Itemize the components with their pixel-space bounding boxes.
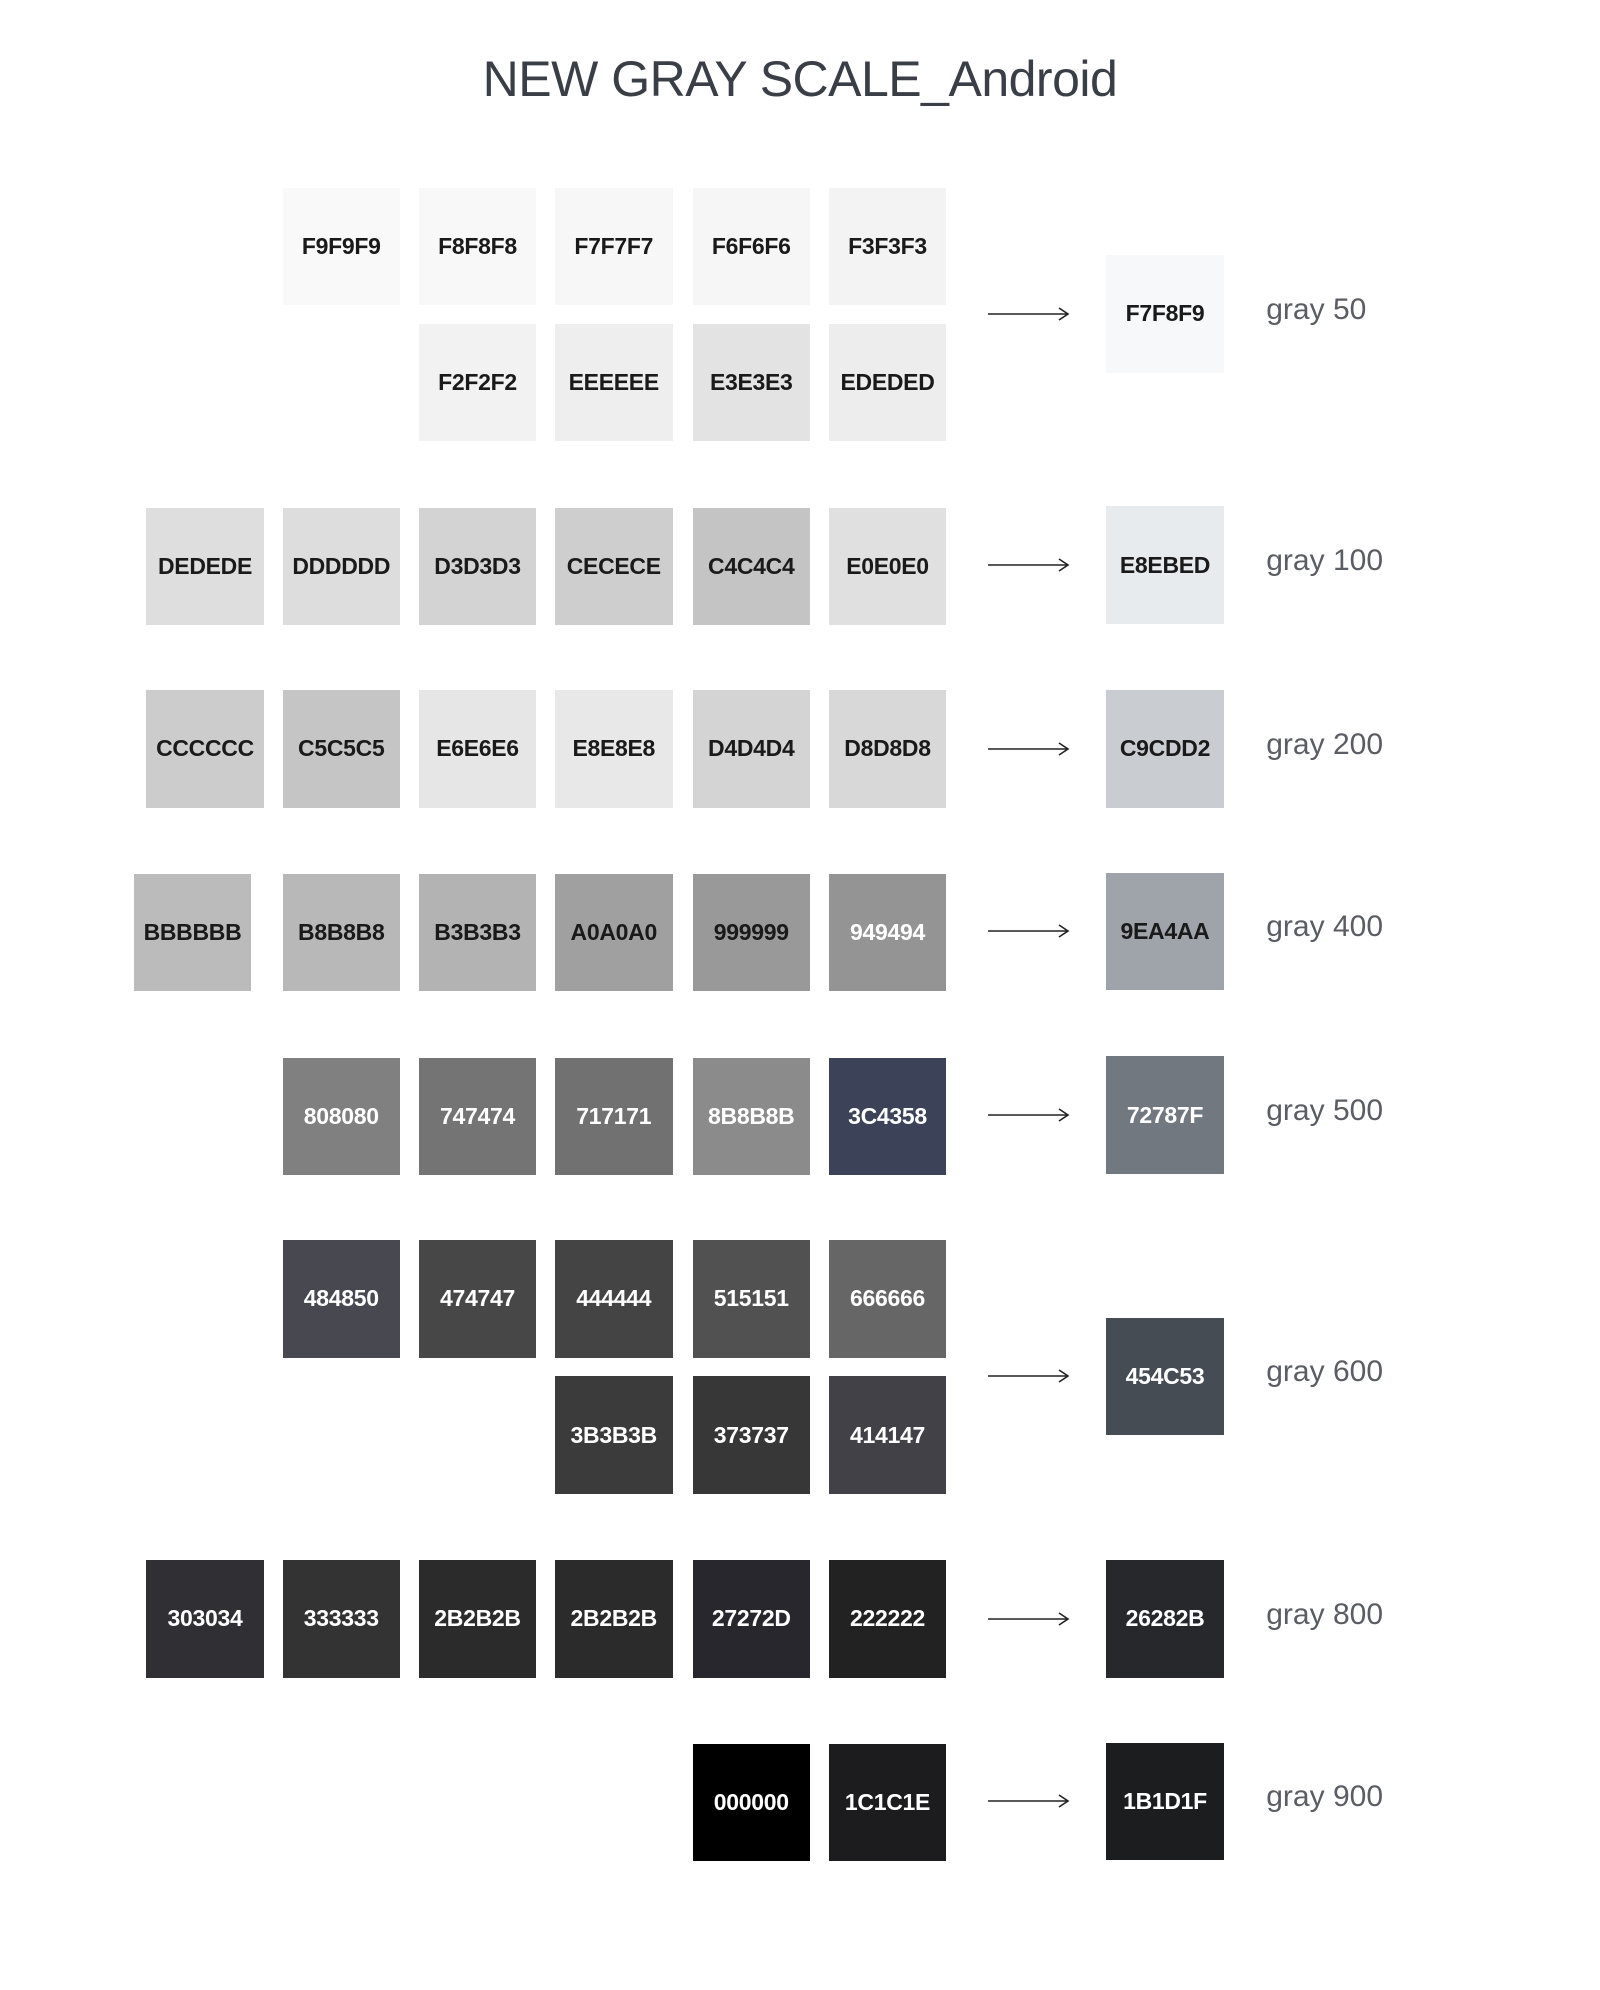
color-swatch: 333333 <box>283 1560 401 1678</box>
color-swatch: E6E6E6 <box>419 690 537 808</box>
color-swatch: 2B2B2B <box>419 1560 537 1678</box>
color-swatch: EDEDED <box>829 324 947 442</box>
color-swatch: EEEEEE <box>555 324 673 442</box>
result-swatch: 26282B <box>1106 1560 1224 1678</box>
result-swatch: 1B1D1F <box>1106 1743 1224 1861</box>
color-swatch: 000000 <box>693 1744 811 1862</box>
color-swatch: CCCCCC <box>146 690 264 808</box>
color-swatch: 303034 <box>146 1560 264 1678</box>
color-swatch: 999999 <box>693 874 811 992</box>
result-swatch: F7F8F9 <box>1106 255 1224 373</box>
result-swatch: E8EBED <box>1106 506 1224 624</box>
color-swatch: 717171 <box>555 1058 673 1176</box>
color-swatch: 2B2B2B <box>555 1560 673 1678</box>
color-swatch: B8B8B8 <box>283 874 401 992</box>
color-swatch: 3C4358 <box>829 1058 947 1176</box>
arrow-right-icon <box>988 306 1070 322</box>
color-swatch: 515151 <box>693 1240 811 1358</box>
color-swatch: F6F6F6 <box>693 188 811 306</box>
arrow-right-icon <box>988 1611 1070 1627</box>
color-swatch: E3E3E3 <box>693 324 811 442</box>
gray-level-label: gray 900 <box>1266 1780 1383 1814</box>
result-swatch: C9CDD2 <box>1106 690 1224 808</box>
gray-level-label: gray 400 <box>1266 910 1383 944</box>
color-swatch: F8F8F8 <box>419 188 537 306</box>
arrow-right-icon <box>988 1368 1070 1384</box>
color-swatch: D3D3D3 <box>419 508 537 626</box>
color-swatch: D8D8D8 <box>829 690 947 808</box>
gray-level-label: gray 100 <box>1266 544 1383 577</box>
color-swatch: E0E0E0 <box>829 508 947 626</box>
arrow-right-icon <box>988 1793 1070 1809</box>
color-swatch: 747474 <box>419 1058 537 1176</box>
gray-level-label: gray 50 <box>1266 292 1367 326</box>
color-swatch: CECECE <box>555 508 673 626</box>
color-swatch: DDDDDD <box>283 508 401 626</box>
color-swatch: 949494 <box>829 874 947 992</box>
color-swatch: 474747 <box>419 1240 537 1358</box>
color-swatch: E8E8E8 <box>555 690 673 808</box>
arrow-right-icon <box>988 741 1070 757</box>
color-swatch: F3F3F3 <box>829 188 947 306</box>
result-swatch: 454C53 <box>1106 1318 1224 1436</box>
color-swatch: F7F7F7 <box>555 188 673 306</box>
gray-level-label: gray 500 <box>1266 1094 1383 1127</box>
color-swatch: 373737 <box>693 1376 811 1494</box>
color-swatch: D4D4D4 <box>693 690 811 808</box>
color-swatch: B3B3B3 <box>419 874 537 992</box>
color-swatch: 666666 <box>829 1240 947 1358</box>
color-swatch: F9F9F9 <box>283 188 401 306</box>
page-title: NEW GRAY SCALE_Android <box>482 51 1118 107</box>
gray-level-label: gray 200 <box>1266 727 1383 761</box>
color-swatch: 27272D <box>693 1560 811 1678</box>
color-swatch: F2F2F2 <box>419 324 537 442</box>
arrow-right-icon <box>988 1107 1070 1123</box>
color-swatch: BBBBBB <box>134 874 252 992</box>
color-swatch: 444444 <box>555 1240 673 1358</box>
color-swatch: 484850 <box>283 1240 401 1358</box>
color-swatch: 808080 <box>283 1058 401 1176</box>
color-swatch: 8B8B8B <box>693 1058 811 1176</box>
color-swatch: DEDEDE <box>146 508 264 626</box>
result-swatch: 9EA4AA <box>1106 873 1224 991</box>
color-swatch: 3B3B3B <box>555 1376 673 1494</box>
arrow-right-icon <box>988 923 1070 939</box>
gray-level-label: gray 800 <box>1266 1597 1383 1631</box>
arrow-right-icon <box>988 557 1070 573</box>
result-swatch: 72787F <box>1106 1056 1224 1174</box>
color-swatch: 222222 <box>829 1560 947 1678</box>
color-swatch: A0A0A0 <box>555 874 673 992</box>
color-swatch: C4C4C4 <box>693 508 811 626</box>
color-swatch: 414147 <box>829 1376 947 1494</box>
gray-level-label: gray 600 <box>1266 1355 1383 1389</box>
color-swatch: 1C1C1E <box>829 1744 947 1862</box>
color-swatch: C5C5C5 <box>283 690 401 808</box>
